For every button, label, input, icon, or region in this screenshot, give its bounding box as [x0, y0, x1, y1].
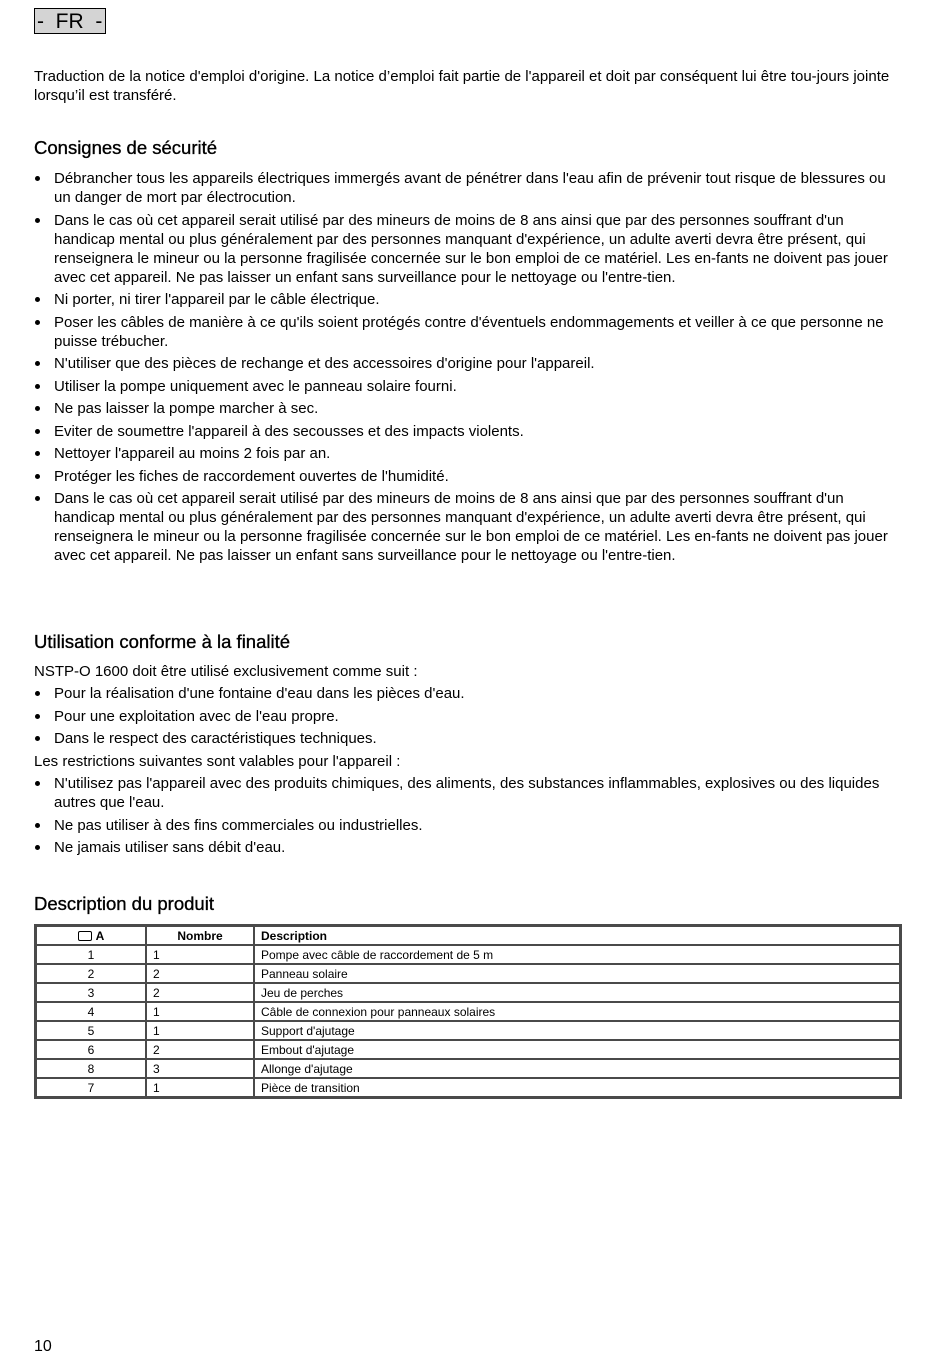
- cell-position: 7: [36, 1078, 147, 1098]
- cell-description: Pièce de transition: [254, 1078, 901, 1098]
- cell-position: 4: [36, 1002, 147, 1021]
- cell-description: Embout d'ajutage: [254, 1040, 901, 1059]
- restriction-item: N'utilisez pas l'appareil avec des produits chimiques, des aliments, des substances inflammables, explosives ou des liquides autres que l'eau.: [34, 774, 902, 812]
- usage-heading: Utilisation conforme à la finalité: [34, 631, 291, 652]
- intro-paragraph: Traduction de la notice d'emploi d'origine. La notice d’emploi fait partie de l'appareil et doit par conséquent lui être tou-jours jointe lorsqu’il est transféré.: [34, 68, 890, 104]
- table-row: [36, 1078, 901, 1098]
- restriction-item: Ne pas utiliser à des fins commerciales ou industrielles.: [34, 816, 902, 835]
- usage-list: [34, 684, 902, 748]
- safety-item: N'utiliser que des pièces de rechange et des accessoires d'origine pour l'appareil.: [34, 354, 902, 373]
- header-position-label: A: [95, 928, 105, 943]
- parts-table: [34, 924, 902, 1099]
- box-icon: [78, 931, 92, 941]
- cell-quantity: 1: [146, 945, 254, 964]
- cell-position: 2: [36, 964, 147, 983]
- cell-quantity: 2: [146, 983, 254, 1002]
- table-row: [36, 964, 901, 983]
- safety-heading: Consignes de sécurité: [34, 137, 218, 158]
- cell-description: Allonge d'ajutage: [254, 1059, 901, 1078]
- safety-item: Protéger les fiches de raccordement ouvertes de l'humidité.: [34, 467, 902, 486]
- cell-position: 5: [36, 1021, 147, 1040]
- cell-position: 1: [36, 945, 147, 964]
- restrictions-lead: Les restrictions suivantes sont valables pour l'appareil :: [34, 753, 401, 770]
- table-row: [36, 1059, 901, 1078]
- table-row: [36, 1002, 901, 1021]
- cell-position: 8: [36, 1059, 147, 1078]
- cell-description: Panneau solaire: [254, 964, 901, 983]
- safety-item: Eviter de soumettre l'appareil à des secousses et des impacts violents.: [34, 422, 902, 441]
- safety-item: Ni porter, ni tirer l'appareil par le câble électrique.: [34, 290, 902, 309]
- cell-quantity: 1: [146, 1002, 254, 1021]
- cell-description: Support d'ajutage: [254, 1021, 901, 1040]
- cell-quantity: 2: [146, 1040, 254, 1059]
- safety-item: Utiliser la pompe uniquement avec le panneau solaire fourni.: [34, 377, 902, 396]
- safety-item: Ne pas laisser la pompe marcher à sec.: [34, 399, 902, 418]
- safety-item: Dans le cas où cet appareil serait utilisé par des mineurs de moins de 8 ans ainsi que par des personnes souffrant d'un handicap mental ou plus généralement par des personnes manquant d'expérience, un adulte averti devra être présent, qui renseignera le mineur ou la personne fragilisée concernée sur le bon emploi de ce matériel. Les en-fants ne doivent pas jouer avec cet appareil. Ne pas laisser un enfant sans surveillance pour le nettoyage ou l'entre-tien.: [34, 211, 902, 287]
- cell-quantity: 3: [146, 1059, 254, 1078]
- cell-quantity: 1: [146, 1078, 254, 1098]
- restriction-item: Ne jamais utiliser sans débit d'eau.: [34, 838, 902, 857]
- usage-item: Dans le respect des caractéristiques techniques.: [34, 729, 902, 748]
- table-row: [36, 945, 901, 964]
- product-heading: Description du produit: [34, 893, 214, 914]
- cell-quantity: 1: [146, 1021, 254, 1040]
- cell-description: Pompe avec câble de raccordement de 5 m: [254, 945, 901, 964]
- header-position: [36, 926, 147, 946]
- safety-item: Nettoyer l'appareil au moins 2 fois par an.: [34, 444, 902, 463]
- cell-quantity: 2: [146, 964, 254, 983]
- safety-item: Poser les câbles de manière à ce qu'ils soient protégés contre d'éventuels endommagements et veiller à ce que personne ne puisse trébucher.: [34, 313, 902, 351]
- table-row: [36, 983, 901, 1002]
- table-row: [36, 1040, 901, 1059]
- header-description: Description: [254, 926, 901, 946]
- safety-item: Dans le cas où cet appareil serait utilisé par des mineurs de moins de 8 ans ainsi que par des personnes souffrant d'un handicap mental ou plus généralement par des personnes manquant d'expérience, un adulte averti devra être présent, qui renseignera le mineur ou la personne fragilisée concernée sur le bon emploi de ce matériel. Les en-fants ne doivent pas jouer avec cet appareil. Ne pas laisser un enfant sans surveillance pour le nettoyage ou l'entre-tien.: [34, 489, 902, 565]
- usage-item: Pour la réalisation d'une fontaine d'eau dans les pièces d'eau.: [34, 684, 902, 703]
- usage-section: [34, 662, 902, 861]
- language-badge: - FR -: [34, 8, 106, 34]
- safety-item: Débrancher tous les appareils électriques immergés avant de pénétrer dans l'eau afin de prévenir tout risque de blessures ou un danger de mort par électrocution.: [34, 169, 902, 207]
- safety-section: [34, 169, 902, 569]
- restrictions-list: [34, 774, 902, 857]
- parts-table-header: [36, 926, 901, 946]
- cell-position: 3: [36, 983, 147, 1002]
- page-number: 10: [34, 1338, 52, 1355]
- table-row: [36, 1021, 901, 1040]
- header-quantity: Nombre: [146, 926, 254, 946]
- usage-lead: NSTP-O 1600 doit être utilisé exclusivement comme suit :: [34, 663, 418, 680]
- cell-description: Jeu de perches: [254, 983, 901, 1002]
- safety-list: [34, 169, 902, 565]
- cell-description: Câble de connexion pour panneaux solaires: [254, 1002, 901, 1021]
- cell-position: 6: [36, 1040, 147, 1059]
- usage-item: Pour une exploitation avec de l'eau propre.: [34, 707, 902, 726]
